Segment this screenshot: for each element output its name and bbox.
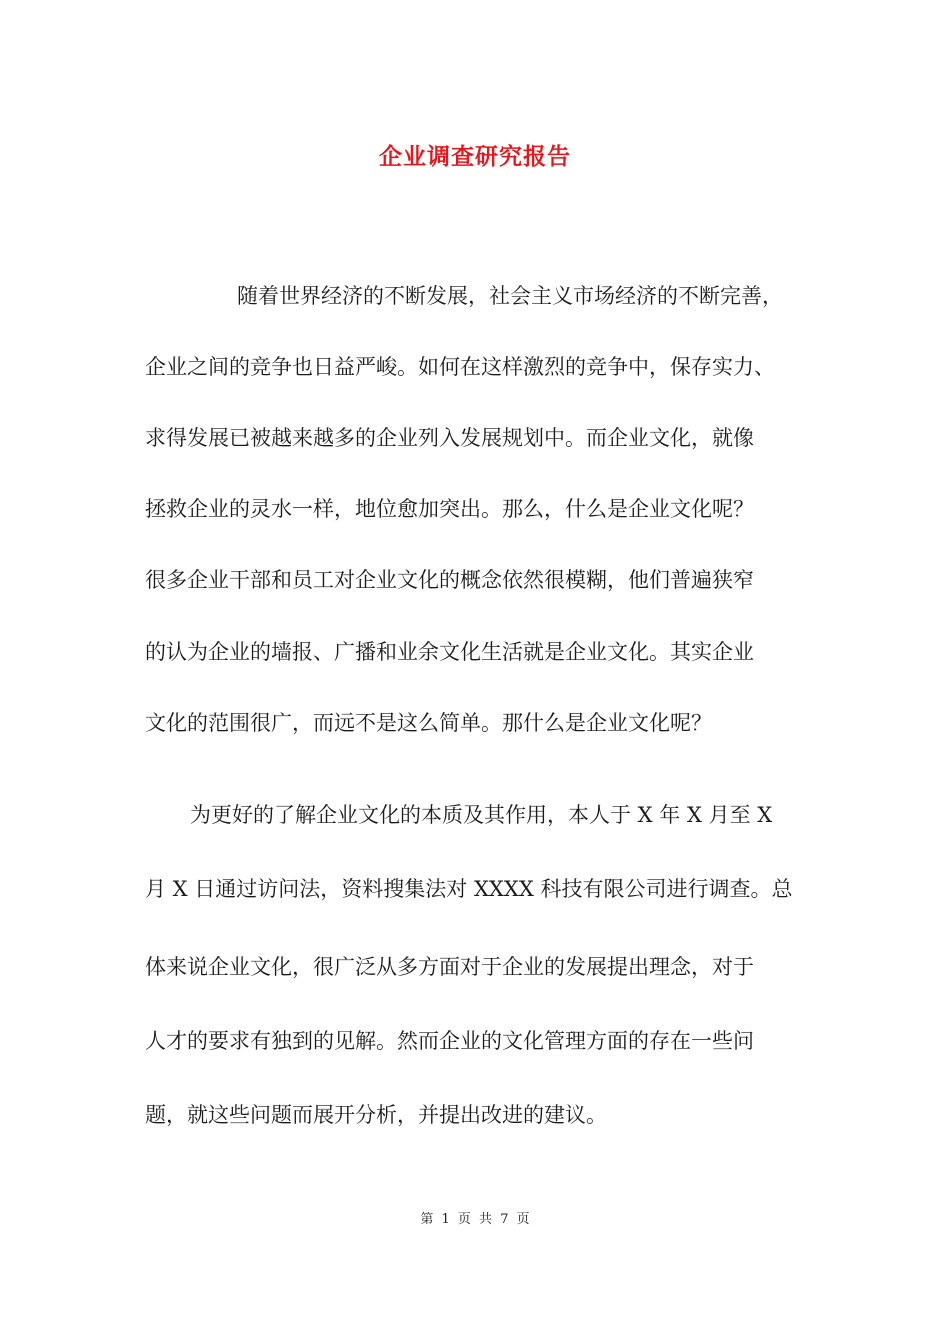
- paragraph-line: 很多企业干部和员工对企业文化的概念依然很模糊，他们普遍狭窄: [145, 568, 754, 592]
- paragraph-line: 的认为企业的墙报、广播和业余文化生活就是企业文化。其实企业: [145, 640, 754, 664]
- paragraph-line: 随着世界经济的不断发展，社会主义市场经济的不断完善，: [237, 284, 783, 308]
- paragraph-line: 求得发展已被越来越多的企业列入发展规划中。而企业文化，就像: [145, 426, 754, 450]
- document-title: 企业调查研究报告: [379, 143, 571, 170]
- paragraph-line: 文化的范围很广，而远不是这么简单。那什么是企业文化呢？: [145, 711, 712, 735]
- paragraph-line: 企业之间的竞争也日益严峻。如何在这样激烈的竞争中，保存实力、: [145, 355, 775, 379]
- paragraph-line: 体来说企业文化，很广泛从多方面对于企业的发展提出理念，对于: [145, 955, 754, 979]
- paragraph-line: 月 X 日通过访问法，资料搜集法对 XXXX 科技有限公司进行调查。总: [145, 877, 793, 901]
- paragraph-line: 为更好的了解企业文化的本质及其作用，本人于 X 年 X 月至 X: [190, 803, 773, 827]
- page-number-footer: 第 1 页 共 7 页: [420, 1212, 530, 1227]
- paragraph-line: 题，就这些问题而展开分析，并提出改进的建议。: [145, 1103, 607, 1127]
- paragraph-line: 拯救企业的灵水一样，地位愈加突出。那么，什么是企业文化呢？: [145, 497, 754, 521]
- paragraph-line: 人才的要求有独到的见解。然而企业的文化管理方面的存在一些问: [145, 1029, 754, 1053]
